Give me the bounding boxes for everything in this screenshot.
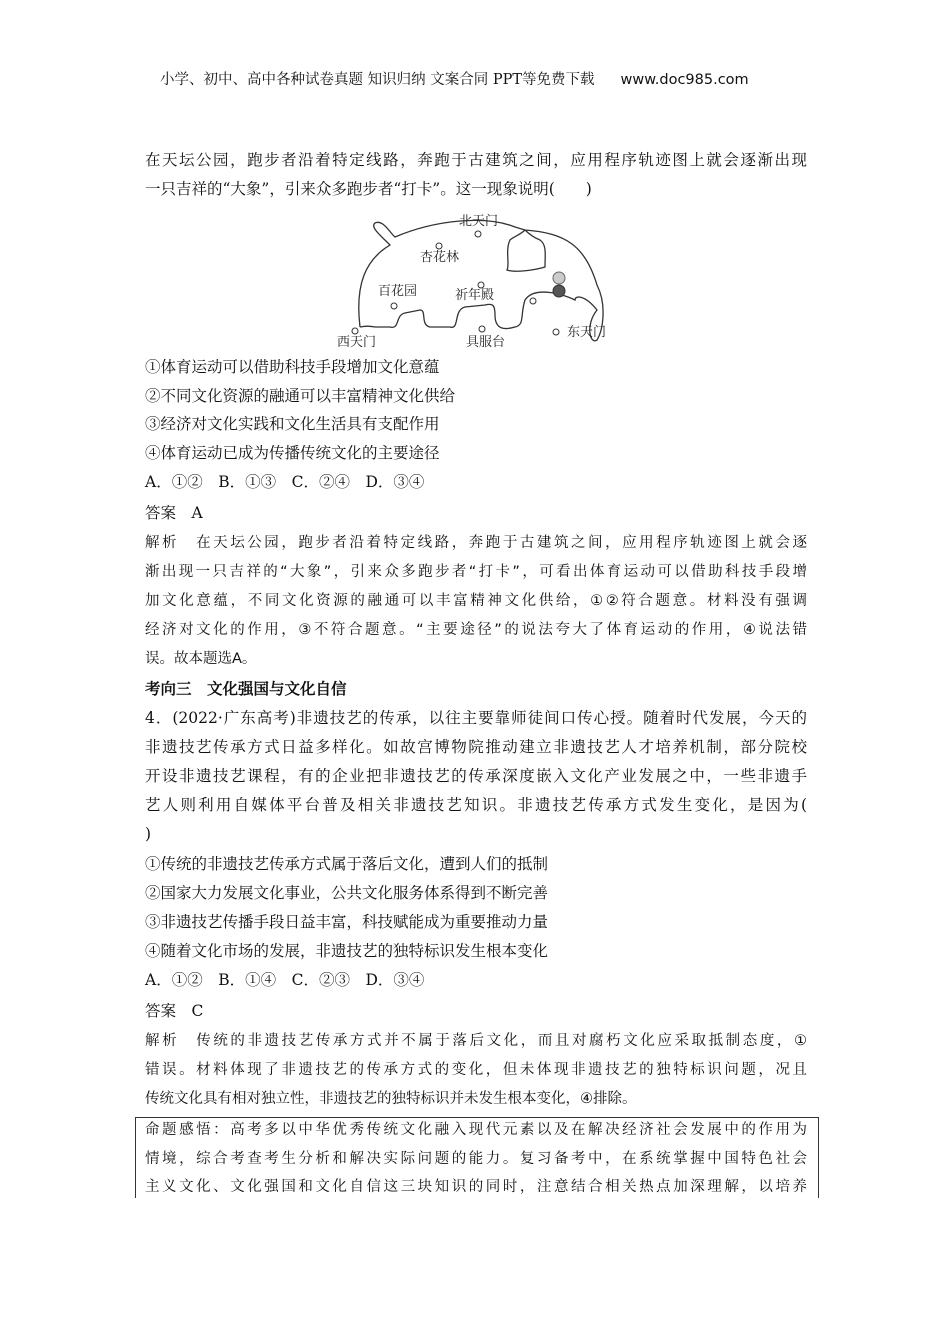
header-text: 小学、初中、高中各种试卷真题 知识归纳 文案合同 PPT等免费下载 [160, 72, 595, 88]
q3-option: ②不同文化资源的融通可以丰富精神文化供给 [145, 387, 456, 405]
q4-stem-line: 非遗技艺传承方式日益多样化。如故宫博物院推动建立非遗技艺人才培养机制，部分院校 [145, 738, 807, 756]
q3-option: ③经济对文化实践和文化生活具有支配作用 [145, 415, 440, 433]
q4-option: ③非遗技艺传播手段日益丰富，科技赋能成为重要推动力量 [145, 913, 549, 931]
q4-option: ①传统的非遗技艺传承方式属于落后文化，遭到人们的抵制 [145, 855, 549, 873]
q3-stem-line: 一只吉祥的“大象”，引来众多跑步者“打卡”。这一现象说明( ) [145, 180, 592, 198]
q4-answer: 答案 C [145, 1002, 204, 1020]
q3-analysis-line: 渐出现一只吉祥的“大象”，引来众多跑步者“打卡”，可看出体育运动可以借助科技手段增 [145, 564, 807, 580]
q4-stem-line: 艺人则利用自媒体平台普及相关非遗技艺知识。非遗技艺传承方式发生变化，是因为( [145, 796, 807, 814]
label-north-gate: 北天门 [459, 214, 499, 229]
insight-line: 主义文化、文化强国和文化自信这三块知识的同时，注意结合相关热点加深理解，以培养 [145, 1179, 807, 1195]
q3-analysis-line: 加文化意蕴，不同文化资源的融通可以丰富精神文化供给，①②符合题意。材料没有强调 [145, 593, 807, 609]
q4-option: ④随着文化市场的发展，非遗技艺的独特标识发生根本变化 [145, 942, 549, 960]
insight-line: 情境，综合考查考生分析和解决实际问题的能力。复习备考中，在系统掌握中国特色社会 [145, 1151, 807, 1167]
q3-choices: A．①② B．①③ C．②④ D．③④ [145, 473, 425, 491]
q3-analysis-line: 经济对文化的作用，③不符合题意。“主要途径”的说法夸大了体育运动的作用，④说法错 [145, 622, 807, 638]
elephant-route-map [335, 205, 625, 350]
label-qinian-hall: 祈年殿 [455, 288, 495, 303]
q4-option: ②国家大力发展文化事业，公共文化服务体系得到不断完善 [145, 884, 549, 902]
label-east-gate: 东天门 [567, 325, 607, 340]
q4-stem-line: 4．(2022·广东高考)非遗技艺的传承，以往主要靠师徒间口传心授。随着时代发展，今天的 [145, 709, 807, 727]
q4-stem-line: 开设非遗技艺课程，有的企业把非遗技艺的传承深度嵌入文化产业发展之中，一些非遗手 [145, 767, 807, 785]
q4-analysis-line: 错误。材料体现了非遗技艺的传承方式的变化，但未体现非遗技艺的独特标识问题，况且 [145, 1062, 807, 1078]
label-jufu-terrace: 具服台 [466, 335, 506, 350]
q3-option: ④体育运动已成为传播传统文化的主要途径 [145, 444, 440, 462]
q4-analysis-line: 传统文化具有相对独立性，非遗技艺的独特标识并未发生根本变化，④排除。 [145, 1091, 637, 1107]
insight-line: 命题感悟：高考多以中华优秀传统文化融入现代元素以及在解决经济社会发展中的作用为 [145, 1122, 807, 1138]
q4-choices: A．①② B．①④ C．②③ D．③④ [145, 971, 425, 989]
q3-answer: 答案 A [145, 504, 203, 522]
q3-analysis-line: 解析 在天坛公园，跑步者沿着特定线路，奔跑于古建筑之间，应用程序轨迹图上就会逐 [145, 535, 807, 551]
q3-analysis-line: 误。故本题选A。 [145, 651, 257, 667]
q4-stem-line: ) [145, 825, 152, 843]
q4-analysis-line: 解析 传统的非遗技艺传承方式并不属于落后文化，而且对腐朽文化应采取抵制态度，① [145, 1033, 807, 1049]
page-header [160, 68, 755, 89]
route-path [359, 220, 603, 340]
q3-option: ①体育运动可以借助科技手段增加文化意蕴 [145, 358, 440, 376]
section-heading: 考向三 文化强国与文化自信 [145, 679, 347, 698]
label-west-gate: 西天门 [337, 335, 377, 350]
label-apricot-grove: 杏花林 [420, 250, 460, 265]
label-hundred-flower-garden: 百花园 [378, 284, 418, 299]
header-site: www.doc985.com [620, 72, 749, 88]
q3-stem-line: 在天坛公园，跑步者沿着特定线路，奔跑于古建筑之间，应用程序轨迹图上就会逐渐出现 [145, 151, 807, 169]
